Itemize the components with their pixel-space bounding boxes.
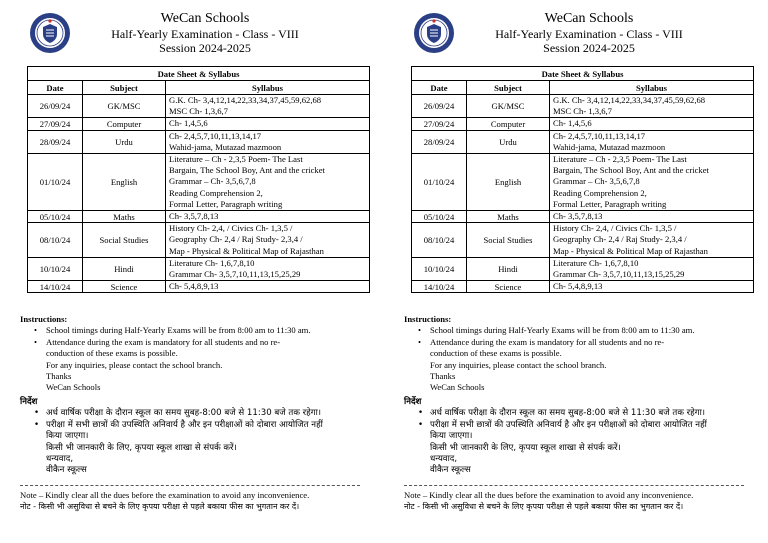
exam-subject: Social Studies xyxy=(467,223,550,258)
table-header-row xyxy=(412,81,754,95)
syllabus-cell xyxy=(550,257,754,280)
exam-date: 28/09/24 xyxy=(412,130,467,153)
table-row xyxy=(28,154,370,211)
syllabus-line: Literature Ch- 1,6,7,8,10 xyxy=(169,257,255,268)
exam-date: 27/09/24 xyxy=(28,118,83,130)
syllabus-line: Ch- 2,4,5,7,10,11,13,14,17 xyxy=(169,130,262,141)
hindi-instructions-title: निर्देश xyxy=(20,397,38,407)
table-row xyxy=(412,211,754,223)
exam-title: Half-Yearly Examination - Class - VIII xyxy=(495,27,683,41)
exam-date: 05/10/24 xyxy=(412,211,467,223)
note-english: Note – Kindly clear all the dues before the examination to avoid any inconvenience. xyxy=(20,490,310,500)
hindi-instructions-list xyxy=(20,408,370,442)
thanks-text: Thanks xyxy=(430,371,456,382)
hindi-thanks-text: धन्यवाद, xyxy=(430,454,458,465)
instruction-item: • Attendance during the exam is mandatory for all students and no re- xyxy=(46,337,370,348)
date-sheet-table xyxy=(411,66,754,293)
hindi-instruction-item: • परीक्षा में सभी छात्रों की उपस्थिति अनिवार्य है और इन परीक्षाओं को दोबारा आयोजित नहीं xyxy=(430,420,754,431)
exam-date: 14/10/24 xyxy=(412,281,467,293)
table-row xyxy=(28,118,370,130)
syllabus-cell xyxy=(550,223,754,258)
instruction-item: • School timings during Half-Yearly Exams will be from 8:00 am to 11:30 am. xyxy=(46,325,370,336)
date-sheet-table xyxy=(27,66,370,293)
instructions-list xyxy=(404,325,754,359)
hindi-inquiry-text: किसी भी जानकारी के लिए, कृपया स्कूल शाखा से संपर्क करें। xyxy=(46,442,237,453)
exam-subject: English xyxy=(83,154,166,211)
hindi-signoff-text: वीकैन स्कूल्स xyxy=(430,465,471,476)
note-english: Note – Kindly clear all the dues before the examination to avoid any inconvenience. xyxy=(404,490,694,500)
syllabus-cell xyxy=(550,211,754,223)
date-sheet-panel-right xyxy=(384,0,768,543)
exam-subject: Social Studies xyxy=(83,223,166,258)
syllabus-cell xyxy=(166,95,370,118)
table-row xyxy=(412,223,754,258)
syllabus-line: Reading Comprehension 2, xyxy=(553,187,647,198)
table-row xyxy=(28,257,370,280)
exam-date: 26/09/24 xyxy=(412,95,467,118)
syllabus-line: G.K. Ch- 3,4,12,14,22,33,34,37,45,59,62,68 xyxy=(553,95,706,105)
school-name: WeCan Schools xyxy=(544,11,634,26)
table-row xyxy=(28,281,370,293)
syllabus-cell xyxy=(550,118,754,130)
fee-note xyxy=(404,490,754,512)
exam-date: 27/09/24 xyxy=(412,118,467,130)
divider xyxy=(404,485,744,486)
hindi-instruction-item: • अर्ध वार्षिक परीक्षा के दौरान स्कूल का समय सुबह-8:00 बजे से 11:30 बजे तक रहेगा। xyxy=(46,408,370,419)
column-header: Subject xyxy=(467,81,550,95)
table-caption: Date Sheet & Syllabus xyxy=(28,67,370,81)
syllabus-cell xyxy=(166,281,370,293)
session-label: Session 2024-2025 xyxy=(159,41,251,55)
syllabus-line: Grammar – Ch- 3,5,6,7,8 xyxy=(553,176,640,187)
table-row xyxy=(28,211,370,223)
table-row xyxy=(28,130,370,153)
school-crest-icon xyxy=(413,12,455,54)
syllabus-line: Map - Physical & Political Map of Rajasthan xyxy=(169,245,324,256)
exam-date: 10/10/24 xyxy=(28,257,83,280)
table-row xyxy=(412,281,754,293)
thanks-text: Thanks xyxy=(46,371,72,382)
syllabus-line: Formal Letter, Paragraph writing xyxy=(553,198,667,209)
instruction-item: • Attendance during the exam is mandatory for all students and no re- xyxy=(430,337,754,348)
exam-date: 08/10/24 xyxy=(28,223,83,258)
exam-date: 01/10/24 xyxy=(28,154,83,211)
instructions-english xyxy=(20,314,370,394)
exam-subject: Science xyxy=(467,281,550,293)
syllabus-line: Ch- 5,4,8,9,13 xyxy=(553,281,603,292)
syllabus-line: Bargain, The School Boy, Ant and the cricket xyxy=(169,165,325,176)
divider xyxy=(20,485,360,486)
instructions-title: Instructions: xyxy=(404,314,452,324)
syllabus-line: G.K. Ch- 3,4,12,14,22,33,34,37,45,59,62,68 xyxy=(169,95,322,105)
exam-date: 05/10/24 xyxy=(28,211,83,223)
exam-date: 08/10/24 xyxy=(412,223,467,258)
exam-subject: Maths xyxy=(83,211,166,223)
syllabus-line: Grammar Ch- 3,5,7,10,11,13,15,25,29 xyxy=(169,269,301,280)
syllabus-line: Ch- 1,4,5,6 xyxy=(553,118,592,129)
school-crest-icon xyxy=(29,12,71,54)
session-label: Session 2024-2025 xyxy=(543,41,635,55)
instruction-continuation: conduction of these exams is possible. xyxy=(46,348,178,359)
hindi-instructions-list xyxy=(404,408,754,442)
hindi-instruction-item: • परीक्षा में सभी छात्रों की उपस्थिति अनिवार्य है और इन परीक्षाओं को दोबारा आयोजित नहीं xyxy=(46,420,370,431)
exam-date: 26/09/24 xyxy=(28,95,83,118)
table-row xyxy=(412,95,754,118)
table-row xyxy=(412,118,754,130)
syllabus-line: Grammar Ch- 3,5,7,10,11,13,15,25,29 xyxy=(553,269,685,280)
column-header: Date xyxy=(412,81,467,95)
syllabus-line: Geography Ch- 2,4 / Raj Study- 2,3,4 / xyxy=(553,234,687,245)
signoff-text: WeCan Schools xyxy=(430,382,485,393)
hindi-inquiry-text: किसी भी जानकारी के लिए, कृपया स्कूल शाखा से संपर्क करें। xyxy=(430,442,621,453)
instructions-hindi xyxy=(404,397,754,477)
signoff-text: WeCan Schools xyxy=(46,382,101,393)
table-row xyxy=(412,154,754,211)
syllabus-line: Ch- 2,4,5,7,10,11,13,14,17 xyxy=(553,130,646,141)
exam-subject: GK/MSC xyxy=(467,95,550,118)
syllabus-cell xyxy=(550,130,754,153)
table-row xyxy=(28,95,370,118)
syllabus-cell xyxy=(550,281,754,293)
school-name: WeCan Schools xyxy=(160,11,250,26)
syllabus-line: Literature Ch- 1,6,7,8,10 xyxy=(553,257,639,268)
table-caption: Date Sheet & Syllabus xyxy=(412,67,754,81)
exam-date: 01/10/24 xyxy=(412,154,467,211)
exam-subject: Hindi xyxy=(467,257,550,280)
syllabus-line: Wahid-jama, Mutazad mazmoon xyxy=(169,141,282,152)
note-hindi: नोट - किसी भी असुविधा से बचने के लिए कृपया परीक्षा से पहले बकाया फीस का भुगतान कर दें। xyxy=(404,502,684,512)
exam-subject: English xyxy=(467,154,550,211)
instruction-item: • School timings during Half-Yearly Exams will be from 8:00 am to 11:30 am. xyxy=(430,325,754,336)
instructions-english xyxy=(404,314,754,394)
syllabus-line: MSC Ch- 1,3,6,7 xyxy=(553,106,612,117)
syllabus-line: Wahid-jama, Mutazad mazmoon xyxy=(553,141,666,152)
header xyxy=(80,10,330,55)
syllabus-line: Geography Ch- 2,4 / Raj Study- 2,3,4 / xyxy=(169,234,303,245)
hindi-instruction-continuation: किया जाएगा। xyxy=(46,431,89,442)
syllabus-cell xyxy=(166,211,370,223)
exam-subject: Urdu xyxy=(467,130,550,153)
syllabus-cell xyxy=(550,154,754,211)
syllabus-line: Ch- 1,4,5,6 xyxy=(169,118,208,129)
exam-date: 14/10/24 xyxy=(28,281,83,293)
table-row xyxy=(28,223,370,258)
hindi-instruction-item: • अर्ध वार्षिक परीक्षा के दौरान स्कूल का समय सुबह-8:00 बजे से 11:30 बजे तक रहेगा। xyxy=(430,408,754,419)
syllabus-line: Formal Letter, Paragraph writing xyxy=(169,198,283,209)
note-hindi: नोट - किसी भी असुविधा से बचने के लिए कृपया परीक्षा से पहले बकाया फीस का भुगतान कर दें। xyxy=(20,502,300,512)
syllabus-line: Map - Physical & Political Map of Rajasthan xyxy=(553,245,708,256)
hindi-instructions-title: निर्देश xyxy=(404,397,422,407)
exam-title: Half-Yearly Examination - Class - VIII xyxy=(111,27,299,41)
instructions-hindi xyxy=(20,397,370,477)
syllabus-cell xyxy=(166,130,370,153)
instructions-title: Instructions: xyxy=(20,314,68,324)
syllabus-line: History Ch- 2,4, / Civics Ch- 1,3,5 / xyxy=(169,223,293,234)
fee-note xyxy=(20,490,370,512)
column-header: Subject xyxy=(83,81,166,95)
syllabus-cell xyxy=(166,154,370,211)
hindi-signoff-text: वीकैन स्कूल्स xyxy=(46,465,87,476)
table-header-row xyxy=(28,81,370,95)
exam-date: 28/09/24 xyxy=(28,130,83,153)
column-header: Syllabus xyxy=(550,81,754,95)
hindi-instruction-continuation: किया जाएगा। xyxy=(430,431,473,442)
hindi-thanks-text: धन्यवाद, xyxy=(46,454,74,465)
syllabus-line: Literature – Ch - 2,3,5 Poem- The Last xyxy=(553,154,687,165)
exam-subject: Urdu xyxy=(83,130,166,153)
column-header: Syllabus xyxy=(166,81,370,95)
syllabus-cell xyxy=(166,257,370,280)
exam-subject: Maths xyxy=(467,211,550,223)
exam-subject: Computer xyxy=(467,118,550,130)
syllabus-line: Grammar – Ch- 3,5,6,7,8 xyxy=(169,176,256,187)
syllabus-line: MSC Ch- 1,3,6,7 xyxy=(169,106,228,117)
inquiry-text: For any inquiries, please contact the school branch. xyxy=(46,359,223,370)
exam-subject: Hindi xyxy=(83,257,166,280)
exam-subject: Science xyxy=(83,281,166,293)
instruction-continuation: conduction of these exams is possible. xyxy=(430,348,562,359)
instructions-list xyxy=(20,325,370,359)
syllabus-line: Literature – Ch - 2,3,5 Poem- The Last xyxy=(169,154,303,165)
table-row xyxy=(412,130,754,153)
syllabus-line: Bargain, The School Boy, Ant and the cricket xyxy=(553,165,709,176)
inquiry-text: For any inquiries, please contact the school branch. xyxy=(430,359,607,370)
syllabus-line: History Ch- 2,4, / Civics Ch- 1,3,5 / xyxy=(553,223,677,234)
exam-subject: GK/MSC xyxy=(83,95,166,118)
syllabus-line: Ch- 5,4,8,9,13 xyxy=(169,281,219,292)
syllabus-line: Ch- 3,5,7,8,13 xyxy=(553,211,603,222)
syllabus-cell xyxy=(550,95,754,118)
exam-subject: Computer xyxy=(83,118,166,130)
column-header: Date xyxy=(28,81,83,95)
exam-date: 10/10/24 xyxy=(412,257,467,280)
syllabus-cell xyxy=(166,118,370,130)
syllabus-line: Reading Comprehension 2, xyxy=(169,187,263,198)
header xyxy=(464,10,714,55)
syllabus-line: Ch- 3,5,7,8,13 xyxy=(169,211,219,222)
syllabus-cell xyxy=(166,223,370,258)
table-row xyxy=(412,257,754,280)
